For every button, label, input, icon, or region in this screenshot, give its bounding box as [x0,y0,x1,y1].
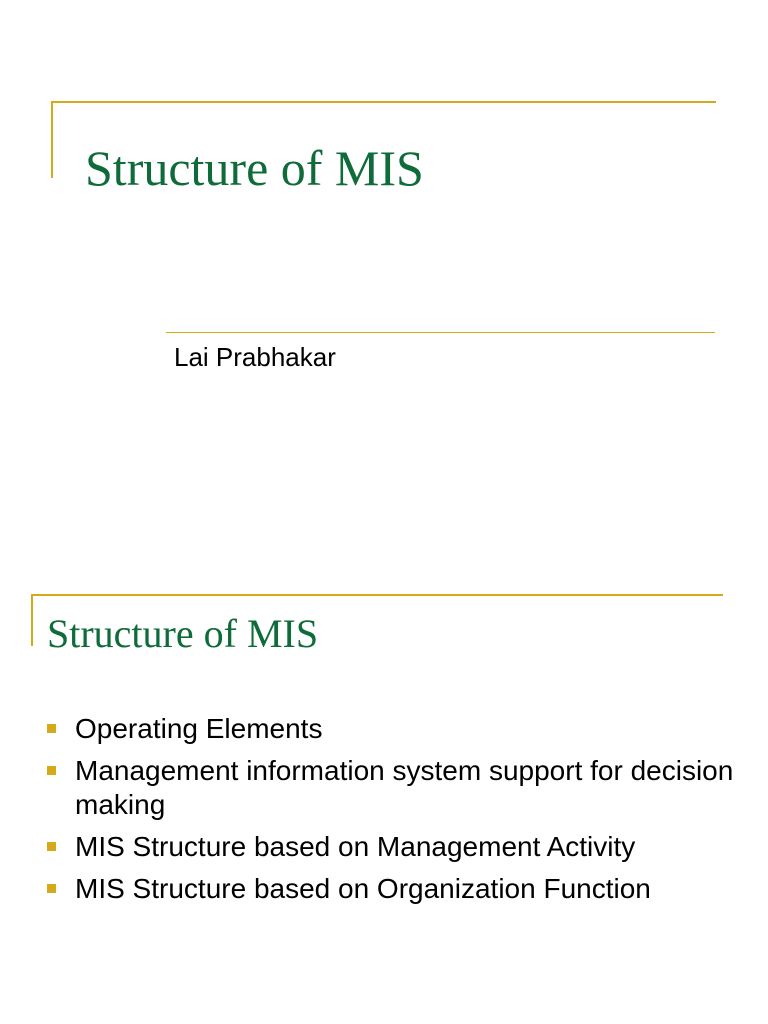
square-bullet-icon [47,766,56,775]
content-slide [0,560,768,1024]
square-bullet-icon [47,724,56,733]
list-item-text: Management information system support for decision making [75,755,734,820]
subtitle-divider [166,332,715,333]
square-bullet-icon [47,842,56,851]
list-item [44,712,744,746]
title-top-divider [51,101,716,103]
content-top-divider [31,594,723,596]
list-item-text: Operating Elements [75,713,323,744]
title-left-divider [51,101,53,178]
list-item-text: MIS Structure based on Organization Function [75,873,651,904]
list-item [44,754,744,822]
content-slide-title: Structure of MIS [47,611,319,656]
list-item [44,830,744,864]
content-left-divider [31,594,33,646]
slide-title: Structure of MIS [85,140,424,196]
square-bullet-icon [47,884,56,893]
author-name: Lai Prabhakar [174,342,336,372]
bullet-list [44,712,744,914]
list-item [44,872,744,906]
list-item-text: MIS Structure based on Management Activity [75,831,636,862]
